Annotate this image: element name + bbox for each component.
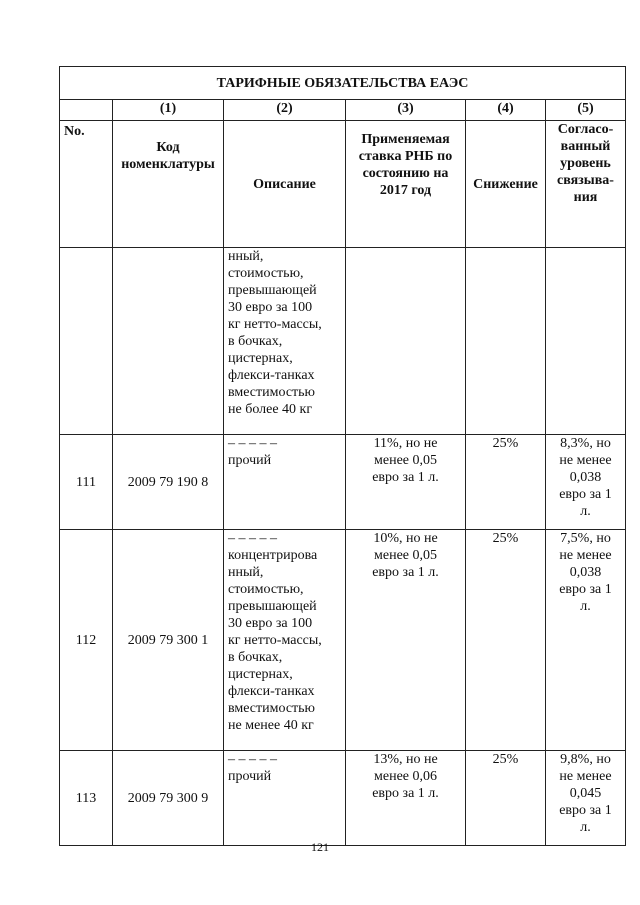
- row-rate: 13%, но не менее 0,06 евро за 1 л.: [346, 751, 466, 846]
- header-reduction: Снижение: [466, 121, 546, 248]
- row-rate: 10%, но не менее 0,05 евро за 1 л.: [346, 530, 466, 751]
- row-agreed-level: 7,5%, но не менее 0,038 евро за 1 л.: [546, 530, 626, 751]
- column-number: (5): [546, 100, 626, 121]
- row-reduction: [466, 248, 546, 435]
- row-no: 112: [60, 530, 113, 751]
- header-code: Код номенклатуры: [113, 121, 224, 248]
- header-description: Описание: [224, 121, 346, 248]
- row-rate: [346, 248, 466, 435]
- row-agreed-level: [546, 248, 626, 435]
- row-code: 2009 79 300 1: [113, 530, 224, 751]
- row-no: [60, 248, 113, 435]
- row-agreed-level: 9,8%, но не менее 0,045 евро за 1 л.: [546, 751, 626, 846]
- row-no: 113: [60, 751, 113, 846]
- row-description: – – – – – прочий: [224, 435, 346, 530]
- row-description: – – – – – концентрирова нный, стоимостью, превышающей 30 евро за 100 кг нетто-массы, в бочках, цистернах, флекси-танках вместимостью не менее 40 кг: [224, 530, 346, 751]
- row-reduction: 25%: [466, 530, 546, 751]
- header-agreed-level: Согласо-ванный уровень связыва-ния: [546, 121, 626, 248]
- row-reduction: 25%: [466, 435, 546, 530]
- row-description: – – – – – прочий: [224, 751, 346, 846]
- column-number: (1): [113, 100, 224, 121]
- row-code: 2009 79 190 8: [113, 435, 224, 530]
- column-number-row: [60, 100, 626, 121]
- row-agreed-level: 8,3%, но не менее 0,038 евро за 1 л.: [546, 435, 626, 530]
- row-reduction: 25%: [466, 751, 546, 846]
- row-description: нный, стоимостью, превышающей 30 евро за 100 кг нетто-массы, в бочках, цистернах, флекси-танках вместимостью не более 40 кг: [224, 248, 346, 435]
- header-row: [60, 121, 626, 248]
- table-row: [60, 530, 626, 751]
- row-rate: 11%, но не менее 0,05 евро за 1 л.: [346, 435, 466, 530]
- table-row: [60, 435, 626, 530]
- column-number: (4): [466, 100, 546, 121]
- table-row: [60, 248, 626, 435]
- column-number: (2): [224, 100, 346, 121]
- header-rate: Применяемая ставка РНБ по состоянию на 2017 год: [346, 121, 466, 248]
- column-number: (3): [346, 100, 466, 121]
- row-code: [113, 248, 224, 435]
- column-number-blank: [60, 100, 113, 121]
- row-no: 111: [60, 435, 113, 530]
- row-code: 2009 79 300 9: [113, 751, 224, 846]
- table-title: ТАРИФНЫЕ ОБЯЗАТЕЛЬСТВА ЕАЭС: [60, 67, 626, 100]
- page-number: 121: [311, 840, 329, 854]
- header-no: No.: [60, 121, 113, 248]
- tariff-table: [59, 66, 626, 846]
- document-page: [59, 66, 625, 846]
- table-row: [60, 751, 626, 846]
